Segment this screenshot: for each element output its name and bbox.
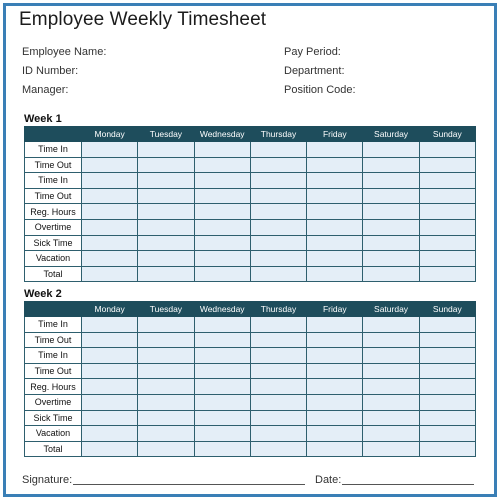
signature-label: Signature:	[22, 474, 73, 486]
table-row	[25, 426, 476, 442]
date-line[interactable]	[342, 484, 474, 485]
entry-cell[interactable]	[250, 317, 306, 333]
page-title: Employee Weekly Timesheet	[19, 9, 267, 30]
table-row	[25, 188, 476, 204]
entry-cell[interactable]	[307, 379, 363, 395]
entry-cell[interactable]	[307, 157, 363, 173]
row-label: Vacation	[25, 251, 82, 267]
entry-cell[interactable]	[363, 157, 419, 173]
entry-cell[interactable]	[250, 219, 306, 235]
entry-cell[interactable]	[307, 394, 363, 410]
entry-cell[interactable]	[82, 173, 138, 189]
department-label: Department:	[284, 65, 345, 77]
table-row	[25, 251, 476, 267]
entry-cell[interactable]	[138, 363, 194, 379]
entry-cell[interactable]	[307, 251, 363, 267]
row-label: Sick Time	[25, 410, 82, 426]
entry-cell[interactable]	[194, 188, 250, 204]
entry-cell[interactable]	[250, 441, 306, 457]
table-row	[25, 410, 476, 426]
entry-cell[interactable]	[363, 332, 419, 348]
entry-cell[interactable]	[363, 235, 419, 251]
entry-cell[interactable]	[82, 332, 138, 348]
day-header-wednesday: Wednesday	[194, 302, 250, 317]
entry-cell[interactable]	[363, 173, 419, 189]
day-header-monday: Monday	[82, 127, 138, 142]
entry-cell[interactable]	[82, 317, 138, 333]
entry-cell[interactable]	[363, 251, 419, 267]
entry-cell[interactable]	[250, 348, 306, 364]
entry-cell[interactable]	[138, 188, 194, 204]
entry-cell[interactable]	[250, 266, 306, 282]
day-header-saturday: Saturday	[363, 127, 419, 142]
day-header-thursday: Thursday	[250, 302, 306, 317]
entry-cell[interactable]	[138, 410, 194, 426]
entry-cell[interactable]	[250, 173, 306, 189]
entry-cell[interactable]	[250, 363, 306, 379]
table-row	[25, 173, 476, 189]
entry-cell[interactable]	[138, 235, 194, 251]
entry-cell[interactable]	[250, 204, 306, 220]
entry-cell[interactable]	[419, 363, 475, 379]
entry-cell[interactable]	[363, 266, 419, 282]
entry-cell[interactable]	[419, 317, 475, 333]
entry-cell[interactable]	[138, 332, 194, 348]
entry-cell[interactable]	[82, 379, 138, 395]
entry-cell[interactable]	[250, 379, 306, 395]
entry-cell[interactable]	[363, 317, 419, 333]
entry-cell[interactable]	[307, 266, 363, 282]
entry-cell[interactable]	[138, 173, 194, 189]
row-label: Sick Time	[25, 235, 82, 251]
row-label: Time In	[25, 317, 82, 333]
entry-cell[interactable]	[363, 426, 419, 442]
row-label: Total	[25, 266, 82, 282]
entry-cell[interactable]	[307, 142, 363, 158]
employee-name-label: Employee Name:	[22, 46, 107, 58]
entry-cell[interactable]	[363, 379, 419, 395]
entry-cell[interactable]	[138, 142, 194, 158]
entry-cell[interactable]	[82, 363, 138, 379]
day-header-sunday: Sunday	[419, 127, 475, 142]
day-header-tuesday: Tuesday	[138, 302, 194, 317]
entry-cell[interactable]	[82, 348, 138, 364]
date-label: Date:	[315, 474, 342, 486]
entry-cell[interactable]	[138, 317, 194, 333]
table-row	[25, 235, 476, 251]
id-number-label: ID Number:	[22, 65, 79, 77]
entry-cell[interactable]	[419, 251, 475, 267]
entry-cell[interactable]	[307, 204, 363, 220]
entry-cell[interactable]	[194, 235, 250, 251]
day-header-friday: Friday	[307, 302, 363, 317]
entry-cell[interactable]	[82, 188, 138, 204]
entry-cell[interactable]	[419, 348, 475, 364]
entry-cell[interactable]	[194, 363, 250, 379]
table-row	[25, 142, 476, 158]
entry-cell[interactable]	[138, 251, 194, 267]
table-row	[25, 266, 476, 282]
row-label: Total	[25, 441, 82, 457]
entry-cell[interactable]	[194, 441, 250, 457]
entry-cell[interactable]	[138, 157, 194, 173]
table-row	[25, 348, 476, 364]
manager-label: Manager:	[22, 84, 69, 96]
entry-cell[interactable]	[307, 173, 363, 189]
entry-cell[interactable]	[307, 426, 363, 442]
entry-cell[interactable]	[194, 173, 250, 189]
row-label: Time In	[25, 348, 82, 364]
day-header-monday: Monday	[82, 302, 138, 317]
entry-cell[interactable]	[307, 317, 363, 333]
entry-cell[interactable]	[194, 332, 250, 348]
week-2-table	[24, 301, 476, 457]
entry-cell[interactable]	[419, 204, 475, 220]
pay-period-label: Pay Period:	[284, 46, 341, 58]
entry-cell[interactable]	[138, 379, 194, 395]
entry-cell[interactable]	[82, 219, 138, 235]
position-code-label: Position Code:	[284, 84, 356, 96]
entry-cell[interactable]	[307, 441, 363, 457]
entry-cell[interactable]	[82, 410, 138, 426]
entry-cell[interactable]	[307, 235, 363, 251]
entry-cell[interactable]	[419, 410, 475, 426]
entry-cell[interactable]	[419, 157, 475, 173]
entry-cell[interactable]	[307, 332, 363, 348]
entry-cell[interactable]	[250, 426, 306, 442]
entry-cell[interactable]	[194, 394, 250, 410]
entry-cell[interactable]	[419, 142, 475, 158]
entry-cell[interactable]	[194, 157, 250, 173]
table-row	[25, 441, 476, 457]
entry-cell[interactable]	[363, 188, 419, 204]
entry-cell[interactable]	[82, 251, 138, 267]
day-header-wednesday: Wednesday	[194, 127, 250, 142]
entry-cell[interactable]	[419, 173, 475, 189]
entry-cell[interactable]	[363, 219, 419, 235]
entry-cell[interactable]	[250, 157, 306, 173]
entry-cell[interactable]	[250, 251, 306, 267]
entry-cell[interactable]	[250, 394, 306, 410]
entry-cell[interactable]	[82, 441, 138, 457]
table-row	[25, 379, 476, 395]
entry-cell[interactable]	[419, 235, 475, 251]
entry-cell[interactable]	[82, 142, 138, 158]
entry-cell[interactable]	[138, 219, 194, 235]
entry-cell[interactable]	[363, 348, 419, 364]
row-label: Time Out	[25, 157, 82, 173]
row-label: Reg. Hours	[25, 204, 82, 220]
table-row	[25, 204, 476, 220]
entry-cell[interactable]	[138, 394, 194, 410]
day-header-friday: Friday	[307, 127, 363, 142]
entry-cell[interactable]	[194, 266, 250, 282]
entry-cell[interactable]	[82, 426, 138, 442]
day-header-thursday: Thursday	[250, 127, 306, 142]
entry-cell[interactable]	[363, 142, 419, 158]
row-label: Time In	[25, 173, 82, 189]
entry-cell[interactable]	[419, 426, 475, 442]
table-row	[25, 363, 476, 379]
table-row	[25, 157, 476, 173]
entry-cell[interactable]	[419, 394, 475, 410]
entry-cell[interactable]	[138, 266, 194, 282]
entry-cell[interactable]	[419, 379, 475, 395]
entry-cell[interactable]	[194, 379, 250, 395]
entry-cell[interactable]	[419, 332, 475, 348]
entry-cell[interactable]	[363, 204, 419, 220]
row-label: Time Out	[25, 363, 82, 379]
row-label: Vacation	[25, 426, 82, 442]
day-header-sunday: Sunday	[419, 302, 475, 317]
day-header-tuesday: Tuesday	[138, 127, 194, 142]
entry-cell[interactable]	[307, 348, 363, 364]
entry-cell[interactable]	[250, 235, 306, 251]
entry-cell[interactable]	[138, 441, 194, 457]
header-corner	[25, 127, 82, 142]
row-label: Overtime	[25, 219, 82, 235]
entry-cell[interactable]	[363, 410, 419, 426]
entry-cell[interactable]	[138, 348, 194, 364]
week-1-label: Week 1	[24, 113, 62, 125]
entry-cell[interactable]	[419, 441, 475, 457]
entry-cell[interactable]	[82, 204, 138, 220]
entry-cell[interactable]	[307, 410, 363, 426]
row-label: Reg. Hours	[25, 379, 82, 395]
week-2-label: Week 2	[24, 288, 62, 300]
entry-cell[interactable]	[250, 332, 306, 348]
entry-cell[interactable]	[363, 394, 419, 410]
entry-cell[interactable]	[250, 142, 306, 158]
row-label: Overtime	[25, 394, 82, 410]
table-row	[25, 219, 476, 235]
entry-cell[interactable]	[194, 410, 250, 426]
entry-cell[interactable]	[250, 410, 306, 426]
entry-cell[interactable]	[363, 363, 419, 379]
entry-cell[interactable]	[307, 363, 363, 379]
signature-line[interactable]	[73, 484, 305, 485]
table-row	[25, 317, 476, 333]
day-header-saturday: Saturday	[363, 302, 419, 317]
table-row	[25, 332, 476, 348]
row-label: Time Out	[25, 188, 82, 204]
entry-cell[interactable]	[82, 235, 138, 251]
week-1-table	[24, 126, 476, 282]
table-row	[25, 394, 476, 410]
header-corner	[25, 302, 82, 317]
entry-cell[interactable]	[82, 266, 138, 282]
entry-cell[interactable]	[138, 204, 194, 220]
entry-cell[interactable]	[363, 441, 419, 457]
row-label: Time Out	[25, 332, 82, 348]
entry-cell[interactable]	[307, 219, 363, 235]
entry-cell[interactable]	[194, 426, 250, 442]
entry-cell[interactable]	[419, 219, 475, 235]
entry-cell[interactable]	[82, 157, 138, 173]
entry-cell[interactable]	[307, 188, 363, 204]
entry-cell[interactable]	[419, 188, 475, 204]
entry-cell[interactable]	[194, 251, 250, 267]
entry-cell[interactable]	[82, 394, 138, 410]
entry-cell[interactable]	[419, 266, 475, 282]
entry-cell[interactable]	[194, 317, 250, 333]
row-label: Time In	[25, 142, 82, 158]
entry-cell[interactable]	[194, 219, 250, 235]
entry-cell[interactable]	[194, 348, 250, 364]
entry-cell[interactable]	[250, 188, 306, 204]
entry-cell[interactable]	[194, 142, 250, 158]
entry-cell[interactable]	[138, 426, 194, 442]
entry-cell[interactable]	[194, 204, 250, 220]
